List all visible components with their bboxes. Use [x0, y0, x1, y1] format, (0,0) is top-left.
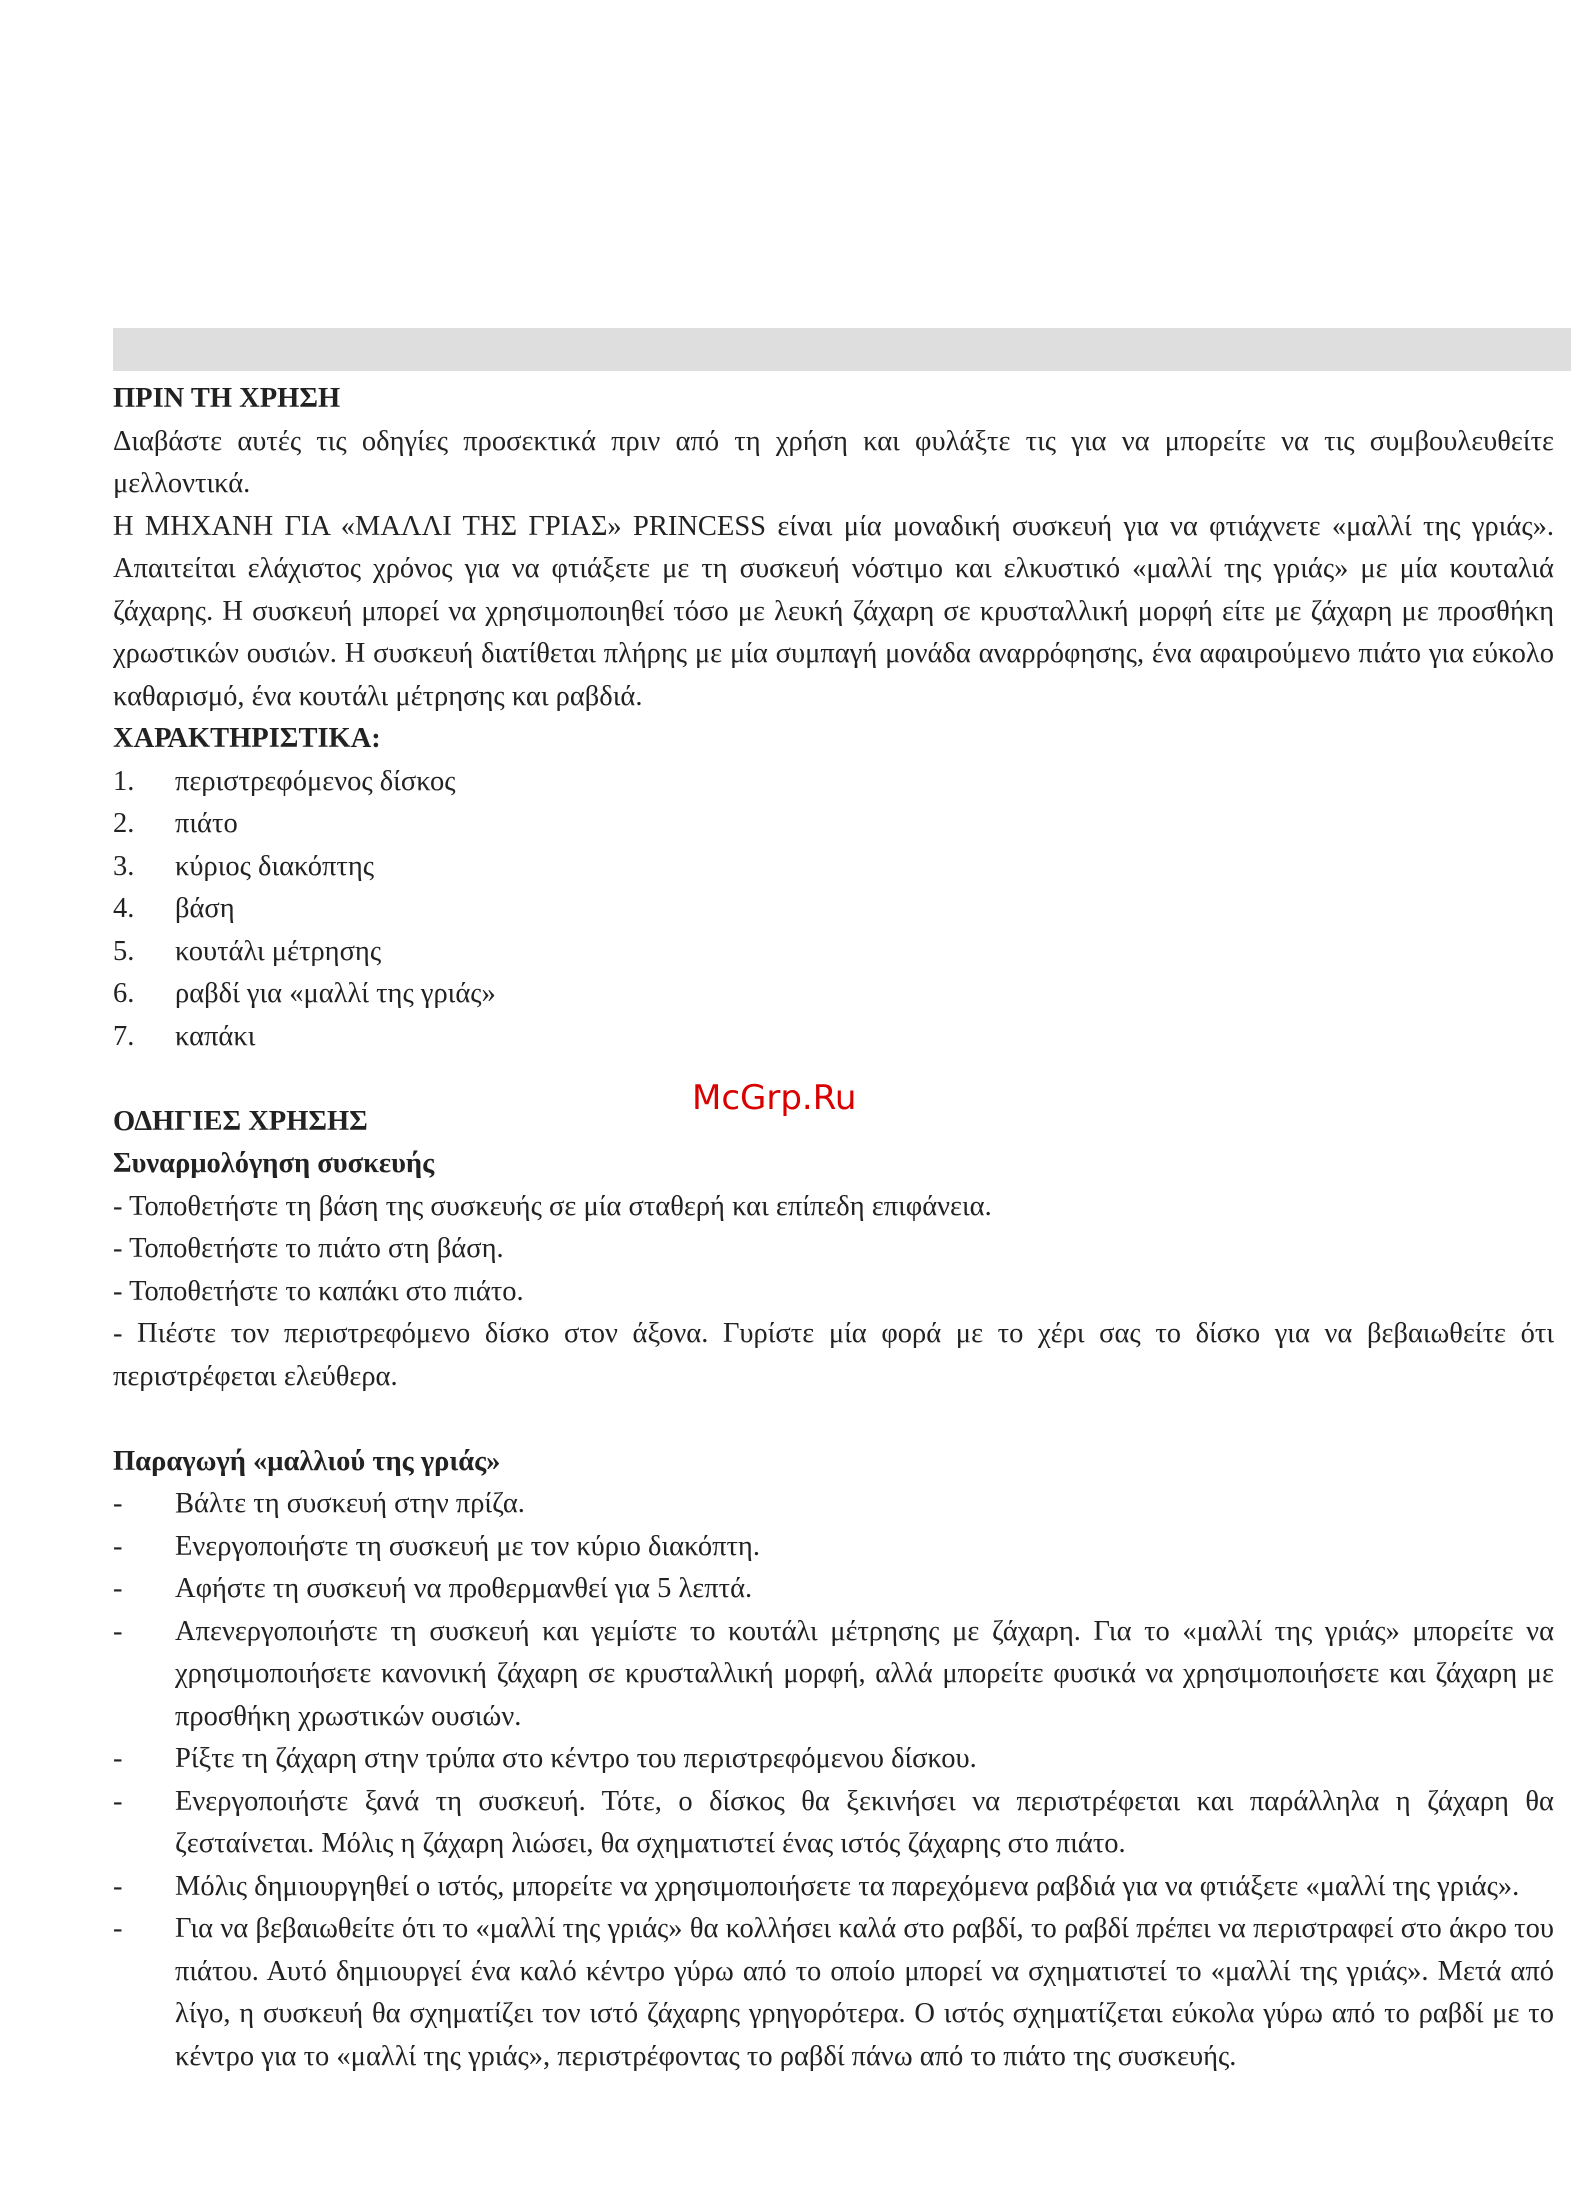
list-bullet: -: [113, 1488, 123, 1519]
list-item-text: καπάκι: [175, 1020, 256, 1052]
list-item-text: Ρίξτε τη ζάχαρη στην τρύπα στο κέντρο του περιστρεφόμενου δίσκου.: [175, 1743, 977, 1774]
production-heading: Παραγωγή «μαλλιού της γριάς»: [113, 1445, 501, 1477]
list-item-text: Ενεργοποιήστε τη συσκευή με τον κύριο διακόπτη.: [175, 1530, 760, 1562]
list-item-text: βάση: [175, 893, 235, 924]
list-bullet: -: [113, 1743, 123, 1774]
description-paragraph: Η ΜΗΧΑΝΗ ΓΙΑ «ΜΑΛΛΙ ΤΗΣ ΓΡΙΑΣ» PRINCESS είναι μία μοναδική συσκευή για να φτιάχνετε «μαλλί της γριάς». Απαιτείται ελάχιστος χρόνος για να φτιάξετε με τη συσκευή νόστιμο και ελκυστικό «μαλλί της γριάς» με μία κουταλιά ζάχαρης. Η συσκευή μπορεί να χρησιμοποιηθεί τόσο με λευκή ζάχαρη σε κρυσταλλική μορφή είτε με ζάχαρη με προσθήκη χρωστικών ουσιών. Η συσκευή διατίθεται πλήρης με μία συμπαγή μονάδα αναρρόφησης, ένα αφαιρούμενο πιάτο για εύκολο καθαρισμό, ένα κουτάλι μέτρησης και ραβδιά.: [113, 510, 1554, 712]
list-item: [113, 761, 1554, 804]
list-item-number: 3.: [113, 850, 135, 882]
list-bullet: -: [113, 1530, 123, 1562]
list-item: [113, 888, 1554, 931]
before-use-heading: ΠΡΙΝ ΤΗ ΧΡΗΣΗ: [113, 383, 341, 414]
list-bullet: -: [113, 1615, 123, 1647]
list-item-number: 5.: [113, 935, 135, 967]
list-bullet: -: [113, 1913, 123, 1944]
list-item-text: κουτάλι μέτρησης: [175, 935, 382, 967]
list-item-text: πιάτο: [175, 808, 238, 839]
assembly-line: - Πιέστε τον περιστρεφόμενο δίσκο στον άξονα. Γυρίστε μία φορά με το χέρι σας το δίσκο για να βεβαιωθείτε ότι περιστρέφεται ελεύθερα.: [113, 1318, 1554, 1392]
list-item: [113, 846, 1554, 889]
features-heading: ΧΑΡΑΚΤΗΡΙΣΤΙΚΑ:: [113, 723, 381, 754]
section-header-band: [113, 328, 1571, 371]
list-item: [113, 1611, 1554, 1739]
list-item-text: Βάλτε τη συσκευή στην πρίζα.: [175, 1488, 525, 1519]
list-item-text: Μόλις δημιουργηθεί ο ιστός, μπορείτε να χρησιμοποιήσετε τα παρεχόμενα ραβδιά για να φτιάξετε «μαλλί της γριάς».: [175, 1870, 1520, 1902]
assembly-line: - Τοποθετήστε τη βάση της συσκευής σε μία σταθερή και επίπεδη επιφάνεια.: [113, 1190, 992, 1222]
assembly-line: - Τοποθετήστε το πιάτο στη βάση.: [113, 1233, 504, 1264]
list-item-text: Ενεργοποιήστε ξανά τη συσκευή. Τότε, ο δίσκος θα ξεκινήσει να περιστρέφεται και παράλληλα η ζάχαρη θα ζεσταίνεται. Μόλις η ζάχαρη λιώσει, θα σχηματιστεί ένας ιστός ζάχαρης στο πιάτο.: [175, 1785, 1554, 1859]
assembly-line: - Τοποθετήστε το καπάκι στο πιάτο.: [113, 1275, 524, 1307]
document-body: [113, 378, 1554, 2078]
list-bullet: -: [113, 1870, 123, 1902]
list-item: [113, 1568, 1554, 1611]
list-item: [113, 1866, 1554, 1909]
instructions-heading: ΟΔΗΓΙΕΣ ΧΡΗΣΗΣ: [113, 1105, 368, 1137]
intro-paragraph: Διαβάστε αυτές τις οδηγίες προσεκτικά πριν από τη χρήση και φυλάξτε τις για να μπορείτε να τις συμβουλευθείτε μελλοντικά.: [113, 425, 1554, 499]
list-item: [113, 1738, 1554, 1781]
watermark: McGrp.Ru: [692, 1078, 857, 1118]
list-item-text: περιστρεφόμενος δίσκος: [175, 765, 456, 797]
list-item: [113, 1016, 1554, 1059]
list-item-text: ραβδί για «μαλλί της γριάς»: [175, 978, 496, 1009]
features-list: [113, 761, 1554, 1059]
list-item-number: 1.: [113, 765, 135, 797]
list-item-number: 7.: [113, 1020, 135, 1052]
list-item: [113, 803, 1554, 846]
list-item-number: 4.: [113, 893, 135, 924]
list-item: [113, 931, 1554, 974]
assembly-heading: Συναρμολόγηση συσκευής: [113, 1148, 435, 1179]
list-item: [113, 973, 1554, 1016]
list-bullet: -: [113, 1573, 123, 1604]
list-item-text: Για να βεβαιωθείτε ότι το «μαλλί της γριάς» θα κολλήσει καλά στο ραβδί, το ραβδί πρέπει να περιστραφεί στο άκρο του πιάτου. Αυτό δημιουργεί ένα καλό κέντρο γύρω από το οποίο μπορεί να σχηματιστεί το «μαλλί της γριάς». Μετά από λίγο, η συσκευή θα σχηματίζει τον ιστό ζάχαρης γρηγορότερα. Ο ιστός σχηματίζεται εύκολα γύρω από το ραβδί με το κέντρο για το «μαλλί της γριάς», περιστρέφοντας το ραβδί πάνω από το πιάτο της συσκευής.: [175, 1913, 1554, 2072]
list-item-text: Απενεργοποιήστε τη συσκευή και γεμίστε το κουτάλι μέτρησης με ζάχαρη. Για το «μαλλί της γριάς» μπορείτε να χρησιμοποιήσετε κανονική ζάχαρη σε κρυσταλλική μορφή, αλλά μπορείτε φυσικά να χρησιμοποιήσετε και ζάχαρη με προσθήκη χρωστικών ουσιών.: [175, 1615, 1554, 1732]
production-steps: [113, 1483, 1554, 2078]
list-item-text: Αφήστε τη συσκευή να προθερμανθεί για 5 λεπτά.: [175, 1573, 753, 1604]
list-item-number: 2.: [113, 808, 135, 839]
list-item: [113, 1781, 1554, 1866]
list-item-text: κύριος διακόπτης: [175, 850, 375, 882]
list-bullet: -: [113, 1785, 123, 1817]
list-item: [113, 1908, 1554, 2078]
list-item-number: 6.: [113, 978, 135, 1009]
list-item: [113, 1483, 1554, 1526]
list-item: [113, 1526, 1554, 1569]
